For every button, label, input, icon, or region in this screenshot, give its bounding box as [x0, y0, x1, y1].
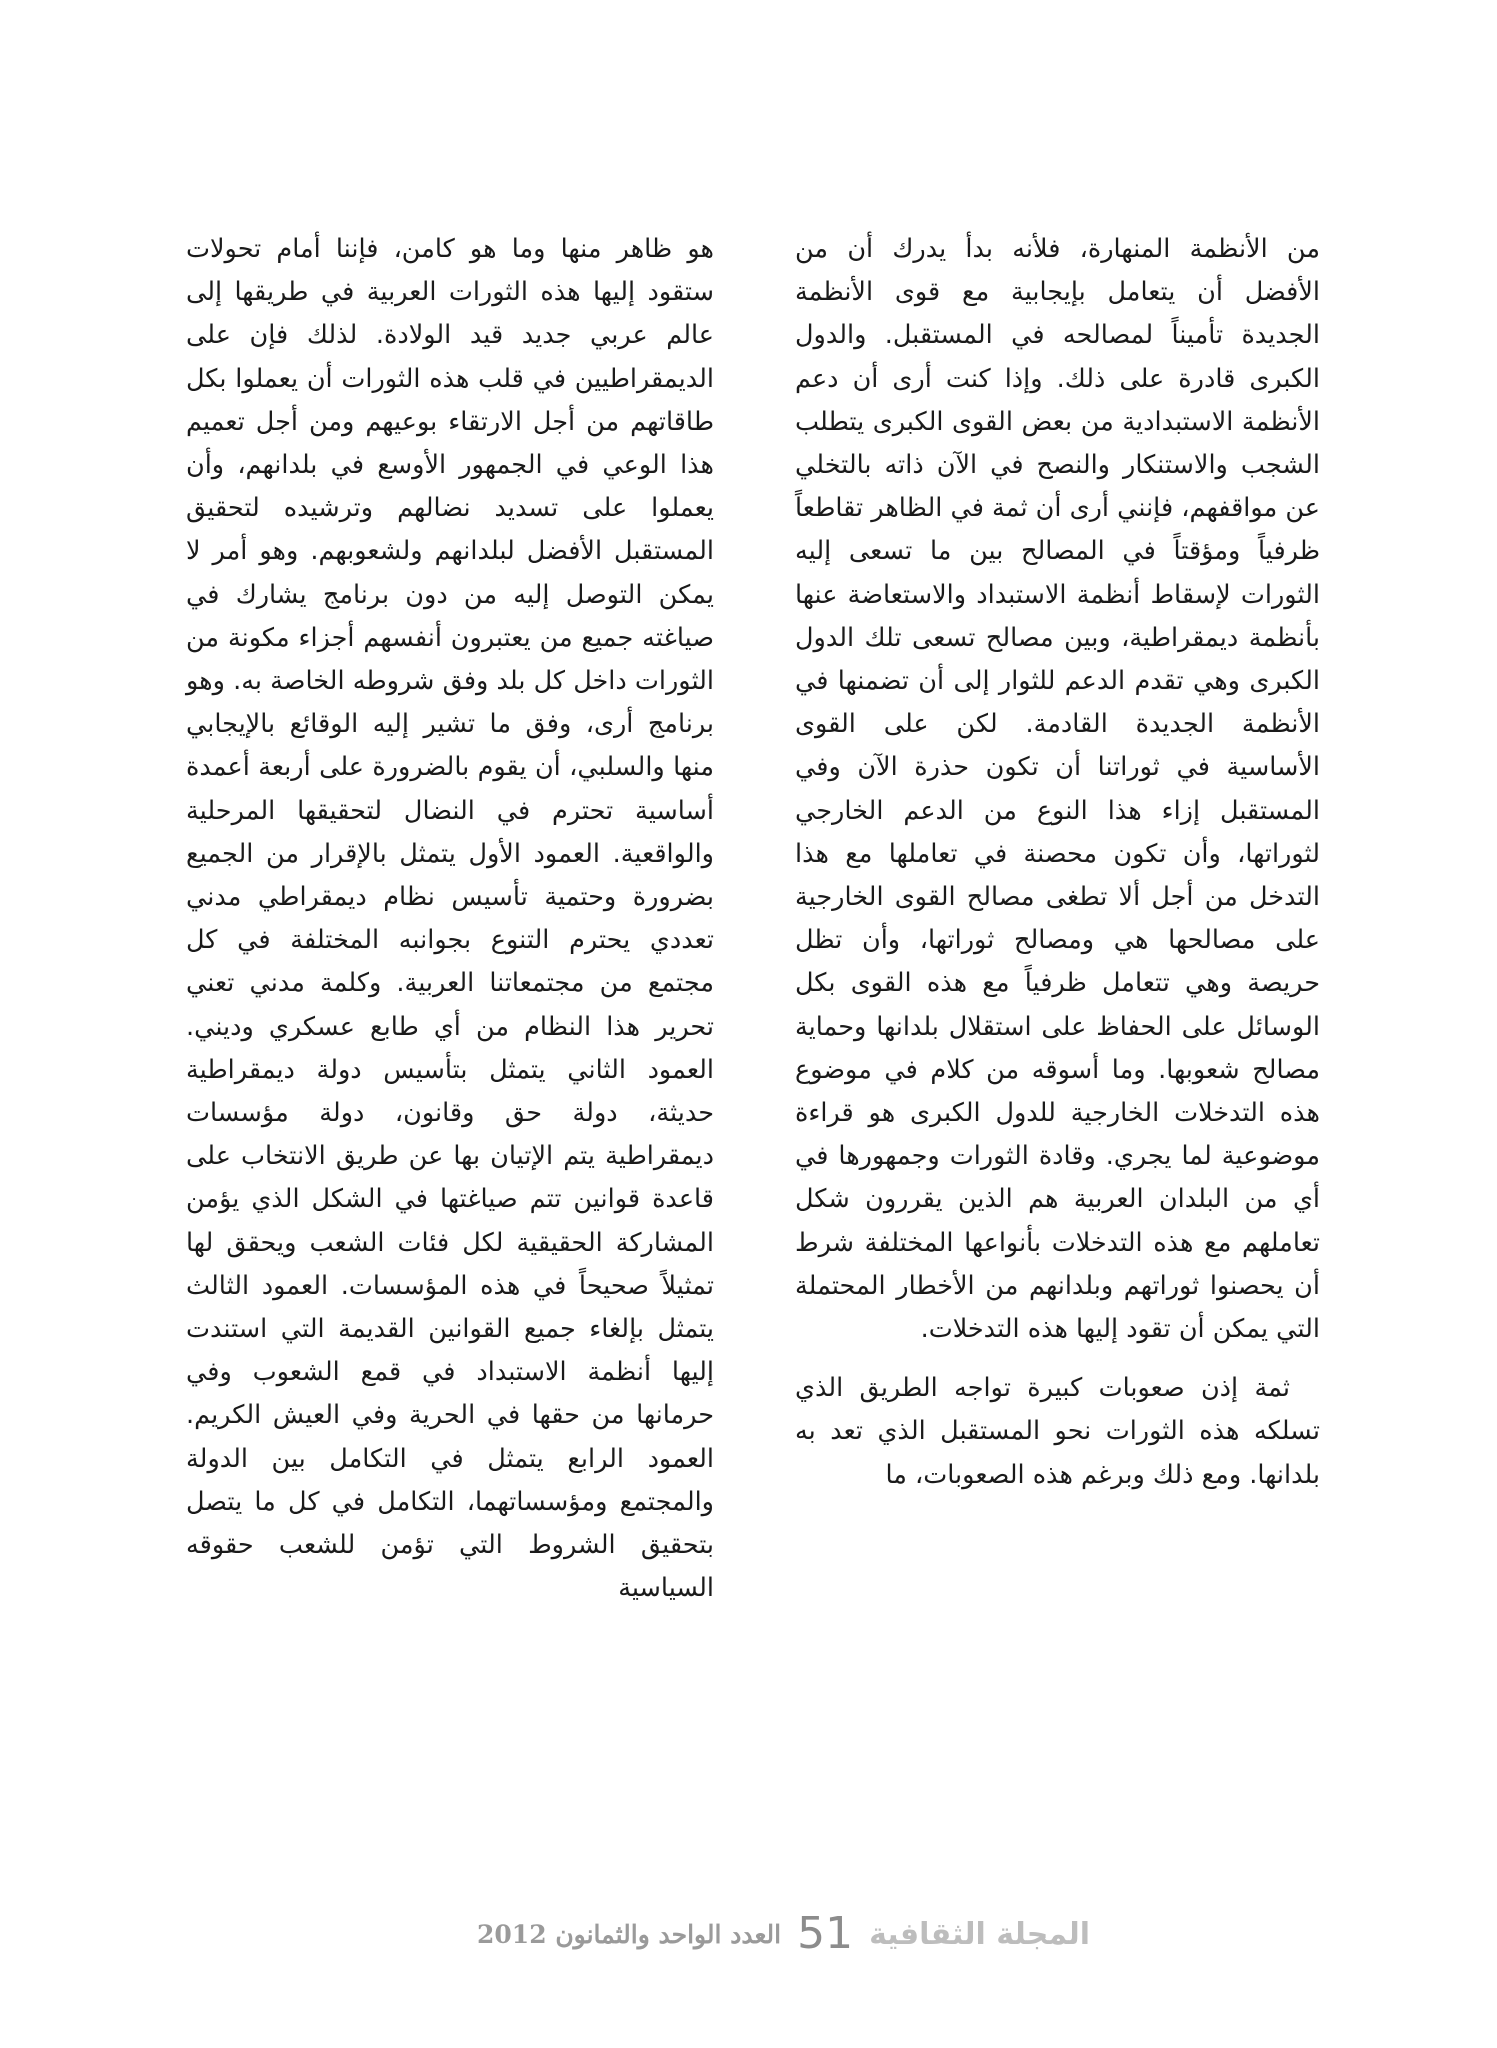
page-footer	[430, 1906, 1090, 1962]
article-paragraph: من الأنظمة المنهارة، فلأنه بدأ يدرك أن من الأفضل أن يتعامل بإيجابية مع قوى الأنظمة الجديدة تأميناً لمصالحه في المستقبل. والدول الكبرى قادرة على ذلك. وإذا كنت أرى أن دعم الأنظمة الاستبدادية من بعض القوى الكبرى يتطلب الشجب والاستنكار والنصح في الآن ذاته بالتخلي عن مواقفهم، فإنني أرى أن ثمة في الظاهر تقاطعاً ظرفياً ومؤقتاً في المصالح بين ما تسعى إليه الثورات لإسقاط أنظمة الاستبداد والاستعاضة عنها بأنظمة ديمقراطية، وبين مصالح تسعى تلك الدول الكبرى وهي تقدم الدعم للثوار إلى أن تضمنها في الأنظمة الجديدة القادمة. لكن على القوى الأساسية في ثوراتنا أن تكون حذرة الآن وفي المستقبل إزاء هذا النوع من الدعم الخارجي لثوراتها، وأن تكون محصنة في تعاملها مع هذا التدخل من أجل ألا تطغى مصالح القوى الخارجية على مصالحها هي ومصالح ثوراتها، وأن تظل حريصة وهي تتعامل ظرفياً مع هذه القوى بكل الوسائل على الحفاظ على استقلال بلدانها وحماية مصالح شعوبها. وما أسوقه من كلام في موضوع هذه التدخلات الخارجية للدول الكبرى هو قراءة موضوعية لما يجري. وقادة الثورات وجمهورها في أي من البلدان العربية هم الذين يقررون شكل تعاملهم مع هذه التدخلات بأنواعها المختلفة شرط أن يحصنوا ثوراتهم وبلدانهم من الأخطار المحتملة التي يمكن أن تقود إليها هذه التدخلات.	[795, 234, 1320, 1345]
article-paragraph: هو ظاهر منها وما هو كامن، فإننا أمام تحولات ستقود إليها هذه الثورات العربية في طريقها إلى عالم عربي جديد قيد الولادة. لذلك فإن على الديمقراطيين في قلب هذه الثورات أن يعملوا بكل طاقاتهم من أجل الارتقاء بوعيهم ومن أجل تعميم هذا الوعي في الجمهور الأوسع في بلدانهم، وأن يعملوا على تسديد نضالهم وترشيده لتحقيق المستقبل الأفضل لبلدانهم ولشعوبهم. وهو أمر لا يمكن التوصل إليه من دون برنامج يشارك في صياغته جميع من يعتبرون أنفسهم أجزاء مكونة من الثورات داخل كل بلد وفق شروطه الخاصة به. وهو برنامج أرى، وفق ما تشير إليه الوقائع بالإيجابي منها والسلبي، أن يقوم بالضرورة على أربعة أعمدة أساسية تحترم في النضال لتحقيقها المرحلية والواقعية. العمود الأول يتمثل بالإقرار من الجميع بضرورة وحتمية تأسيس نظام ديمقراطي مدني تعددي يحترم التنوع بجوانبه المختلفة في كل مجتمع من مجتمعاتنا العربية. وكلمة مدني تعني تحرير هذا النظام من أي طابع عسكري وديني. العمود الثاني يتمثل بتأسيس دولة ديمقراطية حديثة، دولة حق وقانون، دولة مؤسسات ديمقراطية يتم الإتيان بها عن طريق الانتخاب على قاعدة قوانين تتم صياغتها في الشكل الذي يؤمن المشاركة الحقيقية لكل فئات الشعب ويحقق لها تمثيلاً صحيحاً في هذه المؤسسات. العمود الثالث يتمثل بإلغاء جميع القوانين القديمة التي استندت إليها أنظمة الاستبداد في قمع الشعوب وفي حرمانها من حقها في الحرية وفي العيش الكريم. العمود الرابع يتمثل في التكامل بين الدولة والمجتمع ومؤسساتهما، التكامل في كل ما يتصل بتحقيق الشروط التي تؤمن للشعب حقوقه السياسية	[186, 234, 714, 1604]
article-column-right	[795, 228, 1320, 1497]
page-number: 51	[797, 1908, 854, 1959]
magazine-logo: المجلة الثقافية	[869, 1916, 1090, 1952]
article-column-left	[186, 228, 714, 1611]
issue-info: العدد الواحد والثمانون 2012	[477, 1919, 782, 1949]
article-paragraph: ثمة إذن صعوبات كبيرة تواجه الطريق الذي تسلكه هذه الثورات نحو المستقبل الذي تعد به بلدانها. ومع ذلك وبرغم هذه الصعوبات، ما	[795, 1373, 1320, 1490]
